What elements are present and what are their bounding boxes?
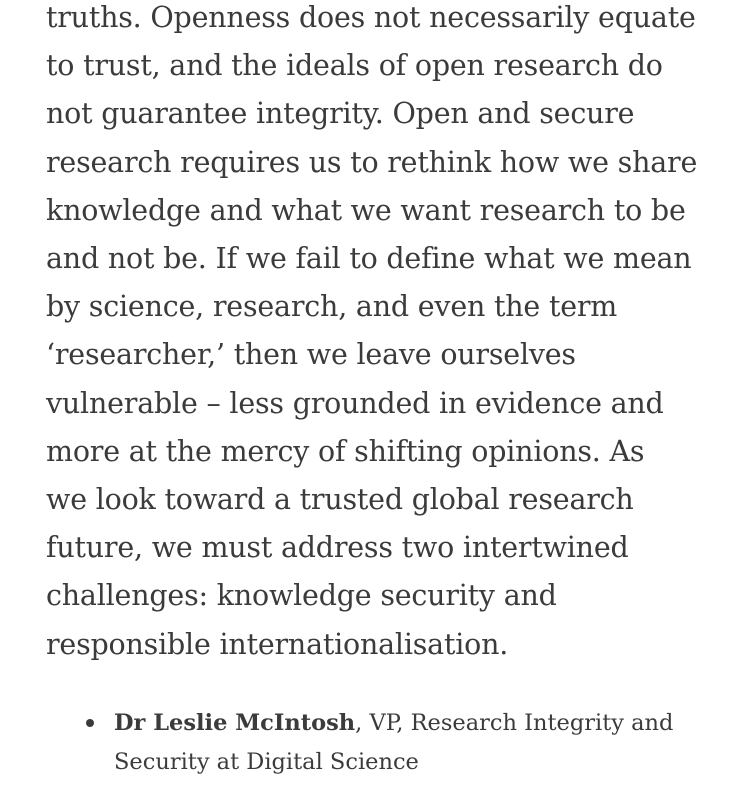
paragraph-line: future, we must address two intertwined [46, 531, 629, 565]
paragraph-line: by science, research, and even the term [46, 290, 618, 324]
paragraph-line: we look toward a trusted global research [46, 483, 634, 517]
author-credit [86, 704, 726, 782]
paragraph-line: truths. Openness does not necessarily equate [46, 1, 696, 34]
paragraph-line: ‘researcher,’ then we leave ourselves [46, 338, 576, 372]
paragraph-line: vulnerable – less grounded in evidence and [46, 386, 664, 420]
credit-line-2: Security at Digital Science [114, 749, 419, 775]
paragraph-line: and not be. If we fail to define what we mean [46, 242, 692, 276]
credit-line-1 [114, 704, 726, 743]
article-body [46, 0, 736, 675]
paragraph-line: knowledge and what we want research to be [46, 193, 686, 227]
author-name: Dr Leslie McIntosh [114, 710, 356, 736]
paragraph-line: challenges: knowledge security and [46, 579, 557, 613]
paragraph-line: more at the mercy of shifting opinions. As [46, 434, 645, 468]
credit-text [114, 704, 726, 782]
paragraph-line: responsible internationalisation. [46, 627, 509, 661]
paragraph-line: not guarantee integrity. Open and secure [46, 97, 635, 131]
paragraph-line: research requires us to rethink how we share [46, 145, 698, 179]
paragraph-line: to trust, and the ideals of open research do [46, 49, 663, 83]
bullet-icon [86, 719, 94, 727]
author-credit-list [86, 704, 726, 782]
author-role: , VP, Research Integrity and [355, 710, 674, 736]
body-paragraph [46, 0, 736, 669]
